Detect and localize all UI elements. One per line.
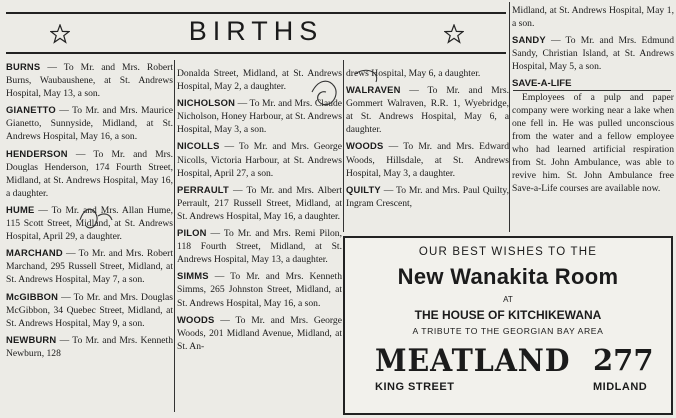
- ad-street-number: 277: [593, 343, 654, 377]
- birth-notice: HENDERSON — To Mr. and Mrs. Douglas Henderson, 174 Fourth Street, Midland, at St. Andrews Hospital, May 16, a daughter.: [6, 147, 173, 199]
- column-rule: [343, 60, 344, 232]
- birth-notice: GIANETTO — To Mr. and Mrs. Maurice Gianetto, Sunnyside, Midland, at St. Andrews Hospital, May 16, a son.: [6, 104, 173, 143]
- birth-notice: SANDY — To Mr. and Mrs. Edmund Sandy, Christian Island, at St. Andrews Hospital, May 5, a son.: [512, 34, 674, 73]
- masthead-top-rule: [6, 12, 506, 14]
- birth-notice: drews Hospital, May 6, a daughter.: [346, 68, 481, 79]
- birth-notice: Donalda Street, Midland, at St. Andrews Hospital, May 2, a daughter.: [177, 68, 342, 93]
- ad-tagline: A TRIBUTE TO THE GEORGIAN BAY AREA: [412, 326, 604, 336]
- birth-notice: NEWBURN — To Mr. and Mrs. Kenneth Newburn, 128: [6, 333, 173, 359]
- birth-notice: PILON — To Mr. and Mrs. Remi Pilon, 118 Fourth Street, Midland, at St. Andrews Hospital, May 13, a daughter.: [177, 227, 342, 266]
- meatland-advertisement: [343, 236, 673, 415]
- birth-notice: QUILTY — To Mr. and Mrs. Paul Quilty, Ingram Crescent,: [346, 183, 509, 209]
- birth-notice: McGIBBON — To Mr. and Mrs. Douglas McGibbon, 34 Quebec Street, Midland, at St. Andrews Hospital, May 9, a son.: [6, 290, 173, 329]
- ad-venue: THE HOUSE OF KITCHIKEWANA: [414, 308, 602, 322]
- ad-street: KING STREET: [375, 381, 455, 393]
- star-icon: [444, 24, 464, 44]
- column-rule: [174, 60, 175, 412]
- save-a-life-heading: SAVE-A-LIFE: [512, 78, 572, 90]
- masthead-bottom-rule: [6, 52, 506, 54]
- births-column-2: [177, 66, 342, 356]
- birth-notice: SIMMS — To Mr. and Mrs. Kenneth Simms, 265 Johnston Street, Midland, at St. Andrews Hospital, May 16, a son.: [177, 270, 342, 309]
- birth-notice: HUME — To Mr. and Mrs. Allan Hume, 115 Scott Street, Midland, at St. Andrews Hospital, April 29, a daughter.: [6, 203, 173, 243]
- ad-brand-logo: MEATLAND: [375, 343, 571, 379]
- births-column-3: [346, 66, 509, 213]
- birth-notice: BURNS — To Mr. and Mrs. Robert Burns, Waubaushene, at St. Andrews Hospital, May 13, a son.: [6, 61, 173, 100]
- births-column-1: [6, 60, 173, 363]
- save-a-life-body: Employees of a pulp and paper company were working near a lake when one fell in. He was pulled unconscious from the water and a fellow employee who had learned artificial respiration from St. John Ambulance, was able to revive him. St. John Ambulance free Save-a-Life courses are available now.: [512, 91, 674, 195]
- birth-notice: NICHOLSON — To Mr. and Mrs. Claude Nicholson, Honey Harbour, at St. Andrews Hospital, May 3, a son.: [177, 97, 342, 136]
- ad-town: MIDLAND: [593, 381, 648, 393]
- ad-connector: AT: [503, 295, 513, 304]
- column-rule: [509, 2, 510, 232]
- page-title: BIRTHS: [188, 16, 324, 46]
- birth-notice: WALRAVEN — To Mr. and Mrs. Gommert Walraven, R.R. 1, Wyebridge, at St. Andrews Hospital, May 6, a daughter.: [346, 84, 509, 136]
- masthead: [6, 6, 506, 56]
- ad-greeting: OUR BEST WISHES TO THE: [418, 246, 598, 258]
- birth-notice: WOODS — To Mr. and Mrs. George Woods, 201 Midland Avenue, Midland, at St. An-: [177, 313, 342, 352]
- ad-headline: New Wanakita Room: [397, 264, 619, 289]
- birth-notice: MARCHAND — To Mr. and Mrs. Robert Marchand, 295 Russell Street, Midland, at St. Andrews Hospital, May 7, a son.: [6, 247, 173, 286]
- birth-notice: PERRAULT — To Mr. and Mrs. Albert Perrault, 217 Russell Street, Midland, at St. Andrews Hospital, May 16, a daughter.: [177, 183, 342, 222]
- birth-notice: NICOLLS — To Mr. and Mrs. George Nicolls, Victoria Harbour, at St. Andrews Hospital, April 27, a son.: [177, 140, 342, 179]
- birth-notice: Midland, at St. Andrews Hospital, May 1, a son.: [512, 5, 674, 30]
- birth-notice: WOODS — To Mr. and Mrs. Edward Woods, Hillsdale, at St. Andrews Hospital, May 3, a daughter.: [346, 140, 509, 179]
- births-column-4: [512, 3, 674, 198]
